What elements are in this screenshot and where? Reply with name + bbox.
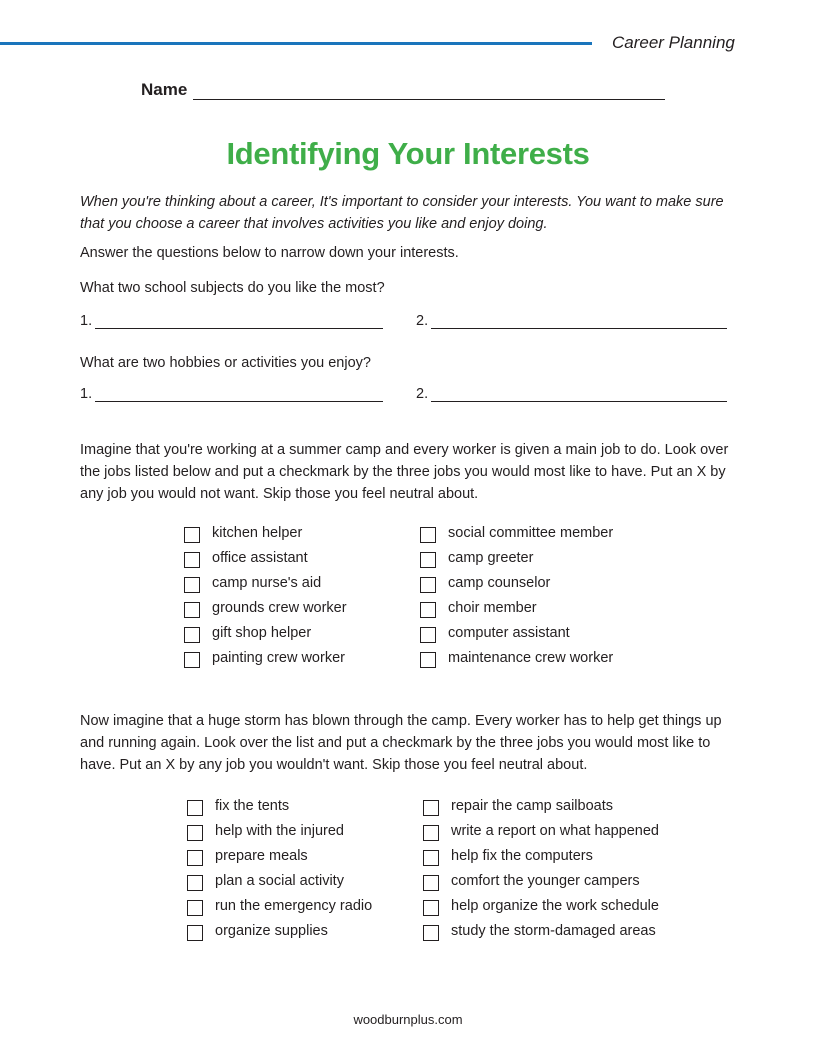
checklist-item-label: office assistant: [212, 549, 308, 566]
checkbox[interactable]: [423, 800, 439, 816]
checklist-item[interactable]: [184, 545, 420, 570]
checkbox[interactable]: [420, 602, 436, 618]
checkbox[interactable]: [420, 652, 436, 668]
checklist-item[interactable]: [184, 520, 420, 545]
checkbox[interactable]: [187, 925, 203, 941]
checklist-item[interactable]: [420, 595, 613, 620]
checkbox[interactable]: [420, 627, 436, 643]
intro-text: When you're thinking about a career, It's important to consider your interests. You want to make sure that you choose a career that involves activities you like and enjoy doing.: [80, 194, 724, 232]
name-row: [141, 80, 665, 100]
checkbox[interactable]: [420, 552, 436, 568]
checkbox[interactable]: [184, 552, 200, 568]
checklist-item-label: study the storm-damaged areas: [451, 922, 656, 939]
checkbox[interactable]: [187, 900, 203, 916]
checklist-item-label: repair the camp sailboats: [451, 797, 613, 814]
header-title: Career Planning: [612, 33, 735, 52]
checklist-item-label: run the emergency radio: [215, 897, 373, 914]
checkbox[interactable]: [184, 577, 200, 593]
checklist-item-label: write a report on what happened: [451, 822, 659, 839]
checklist-item[interactable]: [420, 545, 613, 570]
checklist-item[interactable]: [420, 620, 613, 645]
answer-line-1[interactable]: [95, 312, 383, 329]
checkbox[interactable]: [423, 875, 439, 891]
checkbox[interactable]: [423, 850, 439, 866]
section-2-checklist: [187, 793, 659, 943]
section-2-text: Now imagine that a huge storm has blown through the camp. Every worker has to help get things up and running again. Look over the list and put a checkmark by the three jobs you would most like to have. Put an X by any job you wouldn't want. Skip those you feel neutral about.: [80, 713, 722, 773]
checkbox[interactable]: [420, 577, 436, 593]
question-1-answers: [80, 312, 727, 329]
name-label: Name: [141, 80, 188, 99]
header-rule: [0, 42, 592, 45]
checklist-item[interactable]: [184, 570, 420, 595]
checkbox[interactable]: [187, 825, 203, 841]
checklist-item[interactable]: [423, 843, 659, 868]
checklist-item[interactable]: [187, 918, 423, 943]
section-2-left-column: [187, 793, 423, 943]
checklist-item-label: camp counselor: [448, 574, 551, 591]
checklist-item[interactable]: [420, 570, 613, 595]
checklist-item[interactable]: [423, 793, 659, 818]
section-2-right-column: [423, 793, 659, 943]
checkbox[interactable]: [187, 800, 203, 816]
checkbox[interactable]: [423, 925, 439, 941]
checkbox[interactable]: [184, 527, 200, 543]
checklist-item[interactable]: [423, 868, 659, 893]
question-1-prompt: What two school subjects do you like the most?: [80, 280, 385, 296]
checklist-item[interactable]: [187, 843, 423, 868]
answer-line-2[interactable]: [431, 385, 727, 402]
checklist-item-label: computer assistant: [448, 624, 570, 641]
checklist-item-label: gift shop helper: [212, 624, 312, 641]
checkbox[interactable]: [184, 602, 200, 618]
checklist-item-label: help organize the work schedule: [451, 897, 659, 914]
section-1-checklist: [184, 520, 613, 670]
checkbox[interactable]: [420, 527, 436, 543]
checklist-item-label: help fix the computers: [451, 847, 593, 864]
checklist-item-label: painting crew worker: [212, 649, 345, 666]
answer-line-2[interactable]: [431, 312, 727, 329]
checklist-item[interactable]: [184, 645, 420, 670]
checklist-item[interactable]: [187, 818, 423, 843]
checklist-item-label: comfort the younger campers: [451, 872, 640, 889]
checklist-item[interactable]: [187, 893, 423, 918]
name-field[interactable]: [193, 81, 665, 100]
checklist-item-label: kitchen helper: [212, 524, 303, 541]
checklist-item-label: organize supplies: [215, 922, 328, 939]
checklist-item-label: fix the tents: [215, 797, 290, 814]
checkbox[interactable]: [187, 850, 203, 866]
checklist-item[interactable]: [184, 595, 420, 620]
checkbox[interactable]: [184, 652, 200, 668]
checklist-item-label: help with the injured: [215, 822, 344, 839]
checklist-item[interactable]: [187, 868, 423, 893]
checklist-item-label: social committee member: [448, 524, 614, 541]
checklist-item[interactable]: [187, 793, 423, 818]
checklist-item-label: prepare meals: [215, 847, 308, 864]
answer-line-1[interactable]: [95, 385, 383, 402]
instructions-text: Answer the questions below to narrow down your interests.: [80, 245, 459, 261]
checklist-item-label: grounds crew worker: [212, 599, 347, 616]
checklist-item-label: maintenance crew worker: [448, 649, 614, 666]
section-1-right-column: [420, 520, 613, 670]
checkbox[interactable]: [423, 825, 439, 841]
checklist-item-label: camp greeter: [448, 549, 534, 566]
checkbox[interactable]: [184, 627, 200, 643]
checklist-item-label: choir member: [448, 599, 537, 616]
checklist-item[interactable]: [184, 620, 420, 645]
checklist-item-label: camp nurse's aid: [212, 574, 322, 591]
checklist-item[interactable]: [420, 645, 613, 670]
checklist-item-label: plan a social activity: [215, 872, 344, 889]
checklist-item[interactable]: [423, 893, 659, 918]
section-1-text: Imagine that you're working at a summer camp and every worker is given a main job to do. Look over the jobs listed below and put a checkmark by the three jobs you would most like to have. Put an X by any job you would not want. Skip those you feel neutral about.: [80, 442, 729, 502]
answer-2: 2.: [416, 312, 727, 329]
answer-1: 1.: [80, 312, 416, 329]
checklist-item[interactable]: [420, 520, 613, 545]
footer-url: woodburnplus.com: [353, 1012, 463, 1027]
checklist-item[interactable]: [423, 818, 659, 843]
answer-1: 1.: [80, 385, 416, 402]
checkbox[interactable]: [187, 875, 203, 891]
checklist-item[interactable]: [423, 918, 659, 943]
answer-2: 2.: [416, 385, 727, 402]
question-2-answers: [80, 385, 727, 402]
page-title: Identifying Your Interests: [226, 136, 590, 171]
checkbox[interactable]: [423, 900, 439, 916]
question-2-prompt: What are two hobbies or activities you enjoy?: [80, 355, 371, 371]
section-1-left-column: [184, 520, 420, 670]
